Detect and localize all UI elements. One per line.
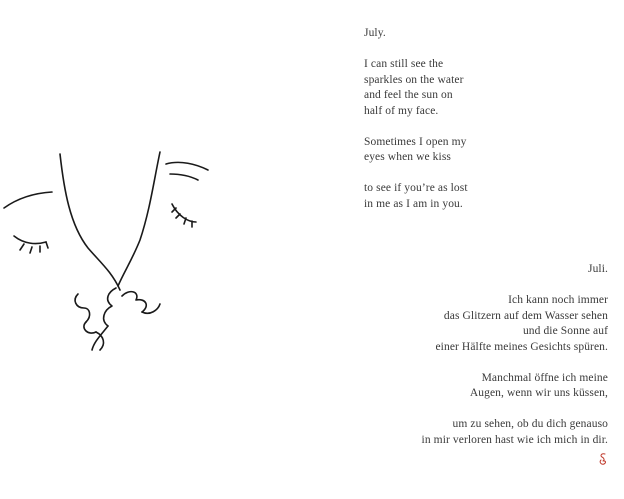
poem-line: in me as I am in you. bbox=[364, 197, 463, 210]
stanza-en-1 bbox=[364, 57, 468, 119]
poem-title-de: Juli. bbox=[588, 263, 608, 275]
poem-line: half of my face. bbox=[364, 104, 439, 117]
german-poem bbox=[422, 262, 608, 448]
publisher-logo-icon bbox=[598, 452, 608, 466]
poem-line: Manchmal öffne ich meine bbox=[481, 371, 608, 384]
poem-line: das Glitzern auf dem Wasser sehen bbox=[443, 309, 608, 322]
poem-line: and feel the sun on bbox=[364, 89, 453, 101]
english-poem bbox=[364, 26, 468, 212]
poem-line: eyes when we kiss bbox=[364, 151, 451, 163]
poem-line: einer Hälfte meines Gesichts spüren. bbox=[435, 340, 608, 353]
poem-line: to see if you’re as lost bbox=[364, 182, 468, 194]
stanza-en-2 bbox=[364, 135, 468, 166]
poem-title-en: July. bbox=[364, 27, 386, 39]
poem-line: in mir verloren hast wie ich mich in dir. bbox=[421, 433, 608, 446]
kissing-faces-illustration bbox=[0, 150, 215, 360]
poem-line: um zu sehen, ob du dich genauso bbox=[452, 418, 608, 430]
poem-line: Augen, wenn wir uns küssen, bbox=[469, 387, 608, 399]
stanza-de-3 bbox=[422, 417, 608, 448]
stanza-de-1 bbox=[422, 293, 608, 355]
stanza-de-2 bbox=[422, 371, 608, 402]
poem-line: Sometimes I open my bbox=[364, 135, 467, 148]
poem-line: und die Sonne auf bbox=[522, 325, 608, 337]
poem-line: I can still see the bbox=[364, 58, 444, 70]
poem-line: Ich kann noch immer bbox=[508, 294, 608, 306]
poem-line: sparkles on the water bbox=[364, 73, 464, 86]
stanza-en-3 bbox=[364, 181, 468, 212]
